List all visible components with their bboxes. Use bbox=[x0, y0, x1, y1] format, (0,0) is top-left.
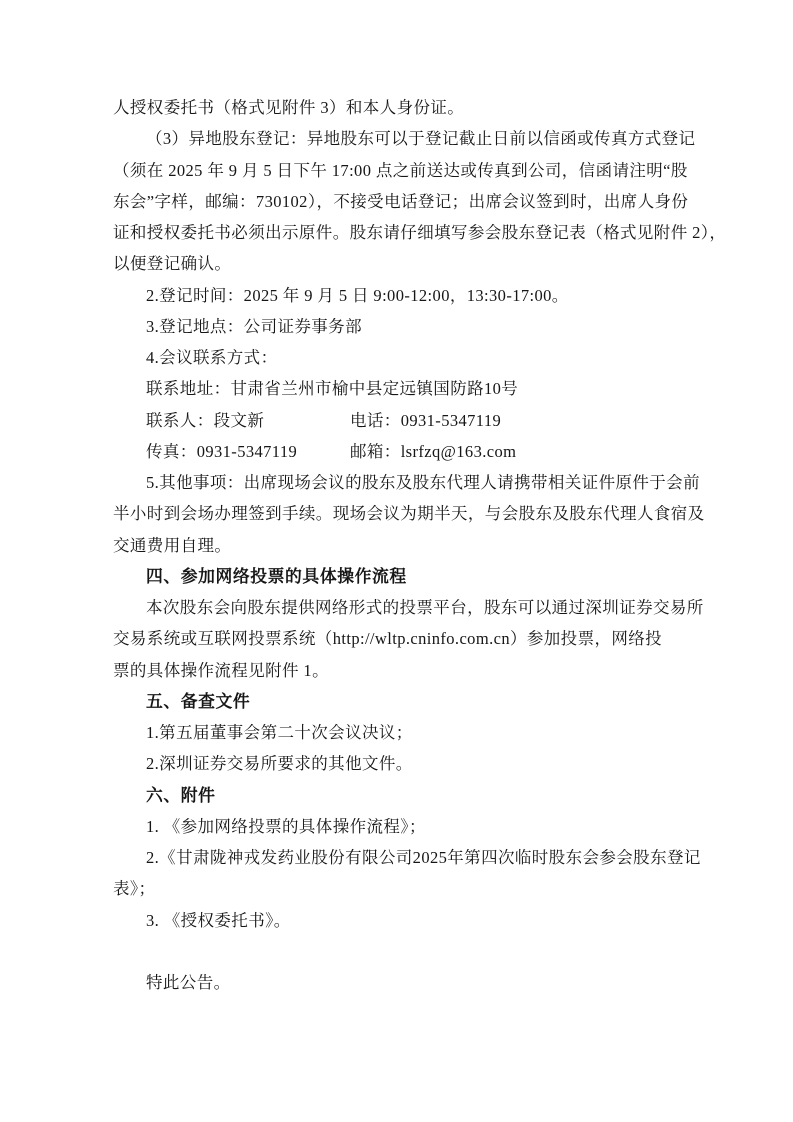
document-line: 联系地址：甘肃省兰州市榆中县定远镇国防路10号 bbox=[146, 379, 519, 399]
document-line: 2.深圳证券交易所要求的其他文件。 bbox=[146, 754, 413, 774]
section-heading: 六、附件 bbox=[146, 785, 216, 805]
document-line: 2.登记时间：2025 年 9 月 5 日 9:00-12:00，13:30-17:00。 bbox=[146, 285, 569, 305]
document-line: 东会”字样，邮编：730102），不接受电话登记；出席会议签到时，出席人身份 bbox=[113, 191, 689, 211]
document-line: 1.第五届董事会第二十次会议决议； bbox=[146, 723, 413, 742]
document-line: 半小时到会场办理签到手续。现场会议为期半天，与会股东及股东代理人食宿及 bbox=[113, 504, 705, 524]
contact-field: 联系人：段文新 bbox=[146, 410, 265, 430]
blank-line bbox=[113, 936, 713, 967]
contact-field: 邮箱：lsrfzq@163.com bbox=[350, 441, 517, 461]
contact-field: 传真：0931-5347119 bbox=[146, 441, 298, 461]
document-line: 交易系统或互联网投票系统（http://wltp.cninfo.com.cn）参加投票，网络投 bbox=[113, 629, 663, 649]
document-line: 5.其他事项：出席现场会议的股东及股东代理人请携带相关证件原件于会前 bbox=[146, 473, 700, 492]
document-line: 本次股东会向股东提供网络形式的投票平台，股东可以通过深圳证券交易所 bbox=[146, 598, 704, 617]
contact-line bbox=[113, 405, 713, 436]
contact-line bbox=[113, 436, 713, 467]
section-heading: 四、参加网络投票的具体操作流程 bbox=[146, 566, 407, 586]
document-body bbox=[113, 92, 727, 998]
contact-field: 电话：0931-5347119 bbox=[350, 410, 502, 430]
document-line: 3.登记地点：公司证券事务部 bbox=[146, 316, 362, 336]
document-line: 交通费用自理。 bbox=[113, 535, 232, 555]
document-line: 2.《甘肃陇神戎发药业股份有限公司2025年第四次临时股东会参会股东登记 bbox=[146, 848, 701, 867]
document-line: （须在 2025 年 9 月 5 日下午 17:00 点之前送达或传真到公司，信函请注明“股 bbox=[113, 160, 688, 180]
document-line: 票的具体操作流程见附件 1。 bbox=[113, 660, 329, 680]
document-line: 人授权委托书（格式见附件 3）和本人身份证。 bbox=[113, 98, 465, 117]
document-line: 1. 《参加网络投票的具体操作流程》； bbox=[146, 816, 426, 836]
section-heading: 五、备查文件 bbox=[146, 691, 251, 711]
document-line: 特此公告。 bbox=[146, 973, 231, 992]
document-line: 证和授权委托书必须出示原件。股东请仔细填写参会股东登记表（格式见附件 2）， bbox=[113, 223, 727, 242]
document-line: 表》； bbox=[113, 879, 156, 899]
document-line: 4.会议联系方式： bbox=[146, 348, 278, 367]
document-line: 3. 《授权委托书》。 bbox=[146, 910, 291, 930]
document-line: 以便登记确认。 bbox=[113, 254, 232, 274]
document-line: （3）异地股东登记：异地股东可以于登记截止日前以信函或传真方式登记 bbox=[146, 129, 696, 149]
